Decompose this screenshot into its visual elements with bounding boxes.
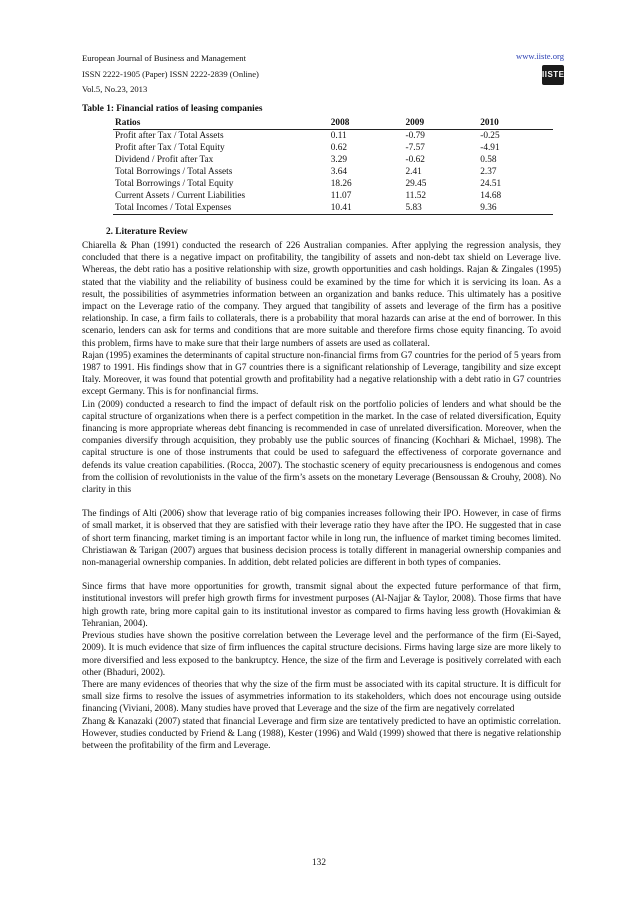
table-cell: -4.91: [480, 143, 500, 153]
table-cell: 5.83: [404, 202, 479, 215]
table-cell: 24.51: [480, 179, 502, 189]
paragraph: There are many evidences of theories that why the size of the firm must be associated with its capital structure. It is difficult for small size firms to resolve the issues of asymmetries information to its stakeholders, which does not encourage using outside financing (Viviani, 2008). Many studies have proved that Leverage and the size of the firm are negatively correlated: [82, 679, 561, 715]
table-cell: 2.37: [480, 167, 497, 177]
table-row: [113, 166, 553, 178]
journal-issn: ISSN 2222-1905 (Paper) ISSN 2222-2839 (Online): [82, 68, 259, 79]
table-row: [113, 142, 553, 154]
paragraph: The findings of Alti (2006) show that leverage ratio of big companies increases following their IPO. However, in case of firms of small market, it is observed that they are satisfied with their leverage ratio they have after the IPO. He suggested that in case of short term financing, market timing is an important factor while in long run, the influence of market timing becomes limited. Christiawan & Tarigan (2007) argues that business decision process is totally different in managerial ownership companies and non-managerial ownership companies. In addition, debt related policies are different in both types of companies.: [82, 509, 561, 569]
iiste-logo: [542, 65, 564, 85]
table-cell: -0.62: [405, 155, 425, 165]
table-cell: 3.64: [330, 167, 348, 177]
table-caption: Table 1: Financial ratios of leasing companies: [82, 104, 263, 114]
table-row: [113, 130, 553, 143]
table-cell: Profit after Tax / Total Assets: [115, 131, 224, 141]
table-header-row: [113, 117, 553, 130]
table-cell: Total Borrowings / Total Equity: [115, 179, 234, 189]
table-row: [113, 190, 553, 202]
table-cell: -0.25: [480, 131, 500, 141]
table-cell: 2.41: [405, 167, 422, 177]
table-cell: Total Incomes / Total Expenses: [113, 202, 329, 215]
column-header: 2009: [404, 117, 479, 130]
table-cell: 18.26: [330, 179, 352, 189]
column-header: Ratios: [113, 117, 329, 130]
table-cell: 11.07: [330, 191, 352, 201]
paragraph: Rajan (1995) examines the determinants of capital structure non-financial firms from G7 countries for the period of 5 years from 1987 to 1991. His findings show that in G7 countries there is a significant relationship of Leverage, tangibility and size except Italy. Moreover, it was found that potential growth and profitability had a negative relationship with a debt ratio in G7 countries except Germany. This is for nonfinancial firms.: [82, 350, 561, 398]
journal-volume: Vol.5, No.23, 2013: [82, 84, 148, 94]
table-cell: Dividend / Profit after Tax: [115, 155, 214, 165]
table-cell: -0.79: [405, 131, 425, 141]
journal-title: European Journal of Business and Management: [82, 53, 246, 63]
section-heading: 2. Literature Review: [106, 227, 188, 237]
paragraph: Previous studies have shown the positive correlation between the Leverage level and the performance of the firm (Ei-Sayed, 2009). It is much evidence that size of firm influences the capital structure decisions. Firms having large size are more likely to more diversified and less exposed to the bankruptcy. Hence, the size of the firm and Leverage is positively correlated with each other (Bhaduri, 2002).: [82, 631, 561, 678]
table-cell: Current Assets / Current Liabilities: [115, 191, 246, 201]
table-row: [113, 178, 553, 190]
page-number: 132: [312, 858, 326, 868]
body-text: [82, 240, 561, 752]
column-header: 2008: [329, 117, 404, 130]
table-cell: 11.52: [405, 191, 427, 201]
column-header: 2010: [478, 117, 553, 130]
website-link[interactable]: www.iiste.org: [516, 51, 564, 61]
paragraph: Chiarella & Phan (1991) conducted the research of 226 Australian companies. After applying the regression analysis, they concluded that there is a negative impact on profitability, the tangibility of assets and non-debt tax shield on Leverage live. Whereas, the debt ratio has a positive relationship with size, growth opportunities and cash holdings. Rajan & Zingales (1995) stated that the viability and the reliability of business could be examined by the time for which it is servicing its loan. As a result, the possibilities of asymmetries information between an organization and banks reduce. This ultimately has a positive impact on the Leverage ratio of the company. They argued that tangibility of assets and leverage of the firm has a positive relationship. In case, a firm fails to collaterals, there is a probability that moral hazards can arise at the end of borrower. In this scenario, lenders can ask for terms and conditions that are more suitable and therefore firms chose equity financing. To avoid this problem, firms have to make sure that their large numbers of assets are used as collateral.: [82, 241, 561, 349]
table-cell: 9.36: [478, 202, 553, 215]
table-cell: 14.68: [480, 191, 502, 201]
table-cell: 0.11: [330, 131, 347, 141]
logo-text: IISTE: [542, 65, 564, 85]
journal-header: [82, 51, 259, 98]
financial-ratios-table: [113, 117, 553, 215]
table-row: [113, 154, 553, 166]
table-cell: Profit after Tax / Total Equity: [115, 143, 225, 153]
table-cell: 0.58: [480, 155, 497, 165]
paragraph: Since firms that have more opportunities for growth, transmit signal about the expected future performance of that firm, institutional investors will prefer high growth firms for investment purposes (Al-Najjar & Taylor, 2008). Those firms that have high growth rate, bring more capital gain to its institutional investor as compared to firms having less growth (Hovakimian & Tehranian, 2004).: [82, 582, 561, 629]
table-cell: Total Borrowings / Total Assets: [115, 167, 233, 177]
table-cell: 0.62: [330, 143, 348, 153]
table-cell: 10.41: [329, 202, 404, 215]
table-cell: 29.45: [405, 179, 427, 189]
table-cell: -7.57: [405, 143, 425, 153]
paragraph: Lin (2009) conducted a research to find the impact of default risk on the portfolio policies of lenders and what should be the capital structure of organizations when there is a perfect competition in the market. In the case of related diversification, Equity financing is more appropriate whereas debt financing is recommended in case of unrelated diversification. Moreover, when the companies diversify through acquisition, they probably use the public sources of financing (Kochhari & Michael, 1998). The capital structure is one of those instruments that could be used to safeguard the effectiveness of corporate governance and defends its value creation capabilities. (Rocca, 2007). The stochastic scenery of equity precariousness is endogenous and comes from the collision of revolutionists in the value of the firm’s assets on the monetary Leverage (Bensoussan & Crouhy, 2008). No clarity in this: [82, 399, 561, 496]
table-cell: 3.29: [330, 155, 348, 165]
table-row: [113, 202, 553, 215]
paragraph: Zhang & Kanazaki (2007) stated that financial Leverage and firm size are tentatively predicted to have an optimistic correlation. However, studies conducted by Friend & Lang (1988), Kester (1996) and Wald (1999) showed that there is negative relationship between the profitability of the firm and Leverage.: [82, 716, 561, 751]
